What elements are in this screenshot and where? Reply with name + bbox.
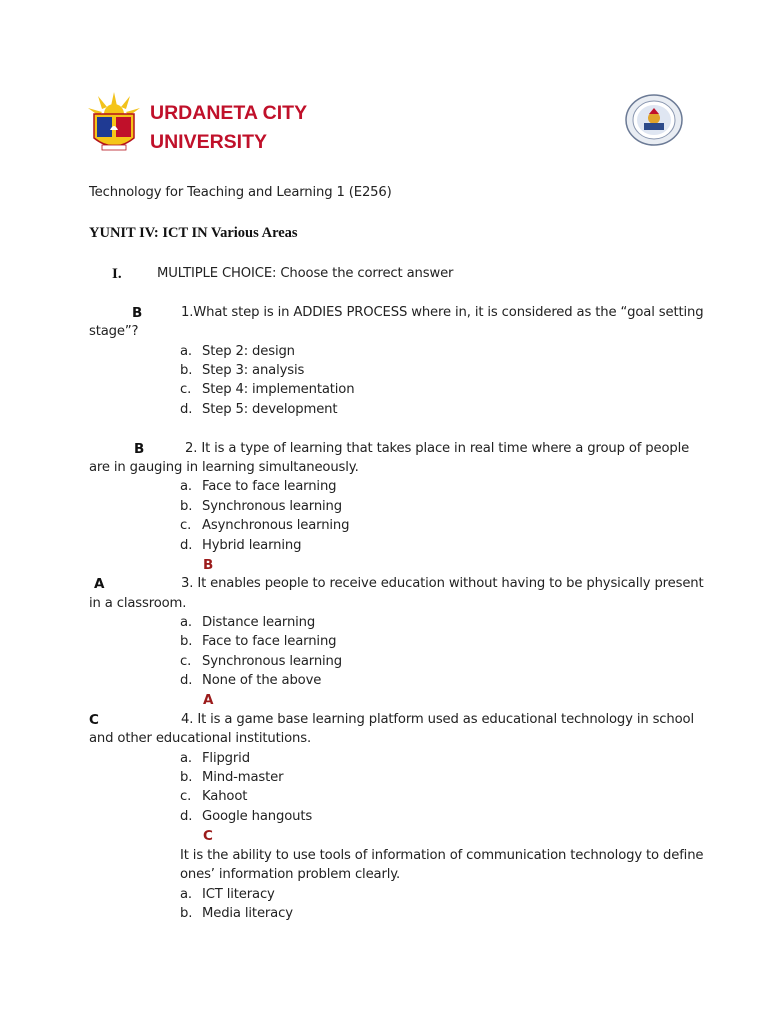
question-3-line2: in a classroom. <box>89 596 187 611</box>
choice-letter: d. <box>180 538 193 553</box>
answer-below-q3: A <box>203 692 214 708</box>
choice-text: Google hangouts <box>202 809 313 824</box>
choice-text: Kahoot <box>202 789 248 804</box>
section-instruction: MULTIPLE CHOICE: Choose the correct answer <box>157 266 454 281</box>
choice-text: Flipgrid <box>202 751 250 766</box>
answer-key-q1: B <box>132 305 143 321</box>
unit-title: YUNIT IV: ICT IN Various Areas <box>89 225 298 241</box>
choice-text: None of the above <box>202 673 322 688</box>
question-3-line1: 3. It enables people to receive education without having to be physically present <box>181 576 704 591</box>
question-2-line2: are in gauging in learning simultaneously. <box>89 460 359 475</box>
question-4-line1: 4. It is a game base learning platform used as educational technology in school <box>181 712 694 727</box>
choice-text: Hybrid learning <box>202 538 302 553</box>
course-title: Technology for Teaching and Learning 1 (E256) <box>89 185 392 200</box>
choice-text: Synchronous learning <box>202 499 342 514</box>
answer-key-q2: B <box>134 441 145 457</box>
university-name-line2: UNIVERSITY <box>150 131 268 153</box>
choice-letter: b. <box>180 770 193 785</box>
choice-letter: a. <box>180 615 192 630</box>
answer-key-q4: C <box>89 712 99 728</box>
choice-letter: b. <box>180 499 193 514</box>
section-numeral: I. <box>112 266 122 282</box>
choice-text: ICT literacy <box>202 887 275 902</box>
choice-text: Face to face learning <box>202 634 337 649</box>
answer-below-q2: B <box>203 557 214 573</box>
choice-letter: b. <box>180 634 193 649</box>
question-1-line1: 1.What step is in ADDIES PROCESS where in, it is considered as the “goal setting <box>181 305 704 320</box>
choice-text: Step 3: analysis <box>202 363 305 378</box>
choice-letter: a. <box>180 479 192 494</box>
choice-letter: d. <box>180 673 193 688</box>
ucu-seal-icon <box>625 94 683 146</box>
choice-text: Media literacy <box>202 906 293 921</box>
question-1-line2: stage”? <box>89 324 139 339</box>
university-name-line1: URDANETA CITY <box>150 102 308 124</box>
choice-letter: b. <box>180 363 193 378</box>
choice-text: Step 2: design <box>202 344 295 359</box>
choice-text: Face to face learning <box>202 479 337 494</box>
answer-below-q4: C <box>203 828 213 844</box>
choice-letter: a. <box>180 887 192 902</box>
choice-letter: a. <box>180 751 192 766</box>
question-5-line1: It is the ability to use tools of information of communication technology to define <box>180 848 704 863</box>
answer-key-q3: A <box>94 576 105 592</box>
choice-letter: c. <box>180 382 192 397</box>
choice-letter: d. <box>180 809 193 824</box>
choice-text: Asynchronous learning <box>202 518 350 533</box>
choice-letter: d. <box>180 402 193 417</box>
question-4-line2: and other educational institutions. <box>89 731 312 746</box>
choice-text: Step 5: development <box>202 402 338 417</box>
choice-text: Distance learning <box>202 615 316 630</box>
choice-letter: c. <box>180 789 192 804</box>
question-2-line1: 2. It is a type of learning that takes place in real time where a group of people <box>185 441 690 456</box>
choice-letter: a. <box>180 344 192 359</box>
choice-letter: c. <box>180 518 192 533</box>
choice-text: Mind-master <box>202 770 284 785</box>
question-5-line2: ones’ information problem clearly. <box>180 867 401 882</box>
choice-text: Synchronous learning <box>202 654 342 669</box>
choice-letter: c. <box>180 654 192 669</box>
choice-text: Step 4: implementation <box>202 382 355 397</box>
ucu-crest-icon <box>88 92 140 156</box>
choice-letter: b. <box>180 906 193 921</box>
